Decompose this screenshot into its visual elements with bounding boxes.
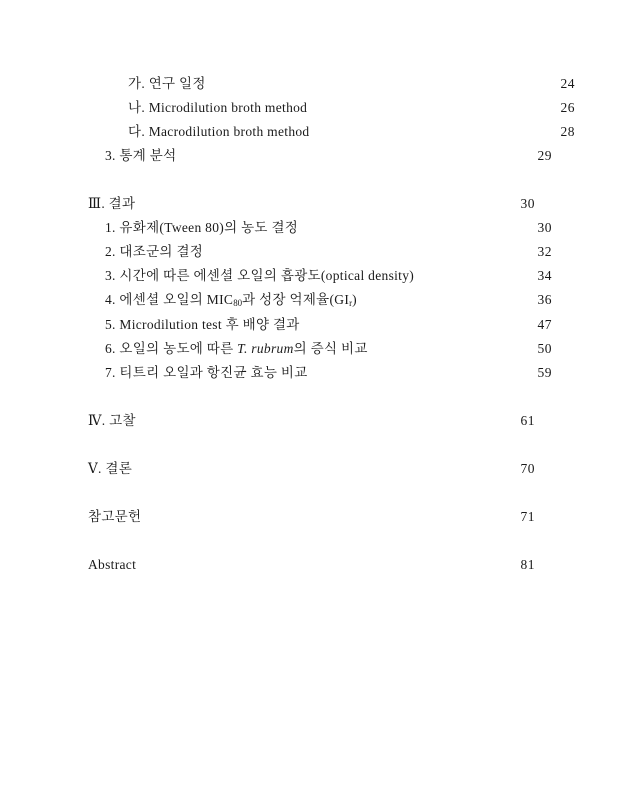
toc-entry-label: 4. 에센셜 오일의 $MIC_{80}$과 성장 억제율$(GI_r)$: [105, 292, 357, 309]
dot-leader: [210, 255, 515, 256]
toc-entry-label: 5. Microdilution test 후 배양 결과: [105, 317, 300, 332]
toc-entry-label: 3. 시간에 따른 에센셜 오일의 흡광도(optical density): [105, 268, 415, 283]
toc-entry[interactable]: [88, 144, 552, 168]
toc-entry-label: 나. Microdilution broth method: [128, 100, 308, 115]
toc-entry[interactable]: [88, 96, 575, 120]
dot-leader: [213, 87, 538, 88]
toc-entry[interactable]: [88, 264, 552, 288]
toc-entry-page-number: 71: [520, 509, 535, 524]
toc-entry[interactable]: [88, 505, 535, 529]
toc-entry[interactable]: [88, 553, 535, 577]
toc-entry-label: 6. 오일의 농도에 따른 T. rubrum의 증식 비교: [105, 341, 368, 356]
toc-entry-label: 2. 대조군의 결정: [105, 244, 204, 259]
toc-entry[interactable]: [88, 216, 552, 240]
toc-entry[interactable]: [88, 120, 575, 144]
dot-leader: [142, 207, 498, 208]
toc-entry-page-number: 50: [537, 341, 552, 356]
toc-entry[interactable]: [88, 288, 552, 313]
toc-entry-page-number: 28: [560, 124, 575, 139]
dot-leader: [143, 568, 498, 569]
toc-entry-page-number: 32: [537, 244, 552, 259]
dot-leader: [375, 352, 515, 353]
toc-entry-page-number: 47: [537, 317, 552, 332]
toc-entry[interactable]: [88, 240, 552, 264]
dot-leader: [364, 303, 515, 304]
toc-entry-label: 다. Macrodilution broth method: [128, 124, 310, 139]
toc-entry[interactable]: [88, 192, 535, 216]
dot-leader: [139, 472, 498, 473]
toc-entry-list: [88, 72, 575, 577]
dot-leader: [315, 376, 515, 377]
dot-leader: [307, 328, 515, 329]
toc-entry-page-number: 70: [520, 461, 535, 476]
toc-entry[interactable]: [88, 361, 552, 385]
dot-leader: [148, 520, 498, 521]
toc-entry-label: Abstract: [88, 557, 137, 572]
toc-entry-page-number: 36: [537, 292, 552, 307]
toc-entry[interactable]: [88, 409, 535, 433]
toc-entry-page-number: 81: [520, 557, 535, 572]
toc-entry-page-number: 30: [520, 196, 535, 211]
toc-entry[interactable]: [88, 313, 552, 337]
toc-entry[interactable]: [88, 337, 552, 361]
toc-entry[interactable]: [88, 457, 535, 481]
dot-leader: [183, 159, 515, 160]
dot-leader: [421, 279, 515, 280]
dot-leader: [305, 231, 515, 232]
toc-entry-label: 1. 유화제(Tween 80)의 농도 결정: [105, 220, 299, 235]
toc-entry-label: Ⅴ. 결론: [88, 461, 133, 476]
toc-entry-page-number: 29: [537, 148, 552, 163]
toc-entry-label: 가. 연구 일정: [128, 76, 206, 91]
toc-entry-label: 3. 통계 분석: [105, 148, 177, 163]
dot-leader: [143, 424, 498, 425]
toc-entry-label: 7. 티트리 오일과 항진균 효능 비교: [105, 365, 308, 380]
toc-entry[interactable]: [88, 72, 575, 96]
toc-entry-page-number: 59: [537, 365, 552, 380]
toc-entry-label: 참고문헌: [88, 509, 142, 524]
toc-entry-page-number: 61: [520, 413, 535, 428]
toc-entry-label: Ⅳ. 고찰: [88, 413, 136, 428]
toc-entry-page-number: 34: [537, 268, 552, 283]
dot-leader: [316, 135, 538, 136]
toc-entry-page-number: 30: [537, 220, 552, 235]
dot-leader: [314, 111, 538, 112]
toc-entry-page-number: 26: [560, 100, 575, 115]
toc-entry-page-number: 24: [560, 76, 575, 91]
toc-entry-label: Ⅲ. 결과: [88, 196, 136, 211]
